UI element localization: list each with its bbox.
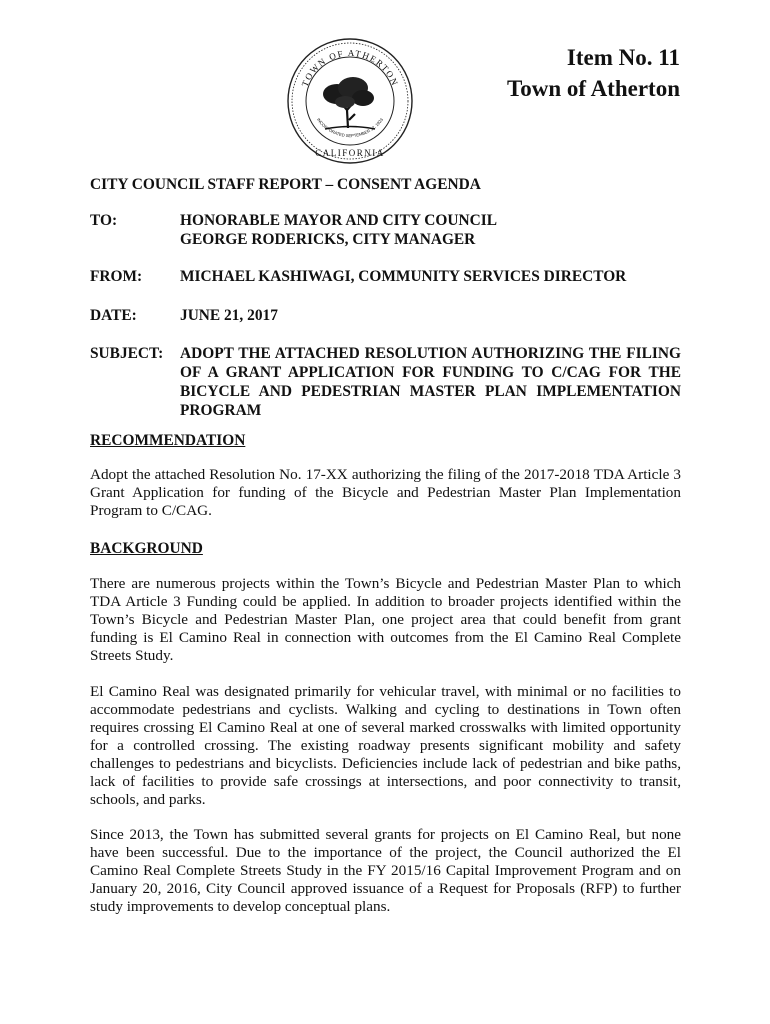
town-name: Town of Atherton xyxy=(507,76,680,101)
background-paragraph: There are numerous projects within the Town’s Bicycle and Pedestrian Master Plan to which TDA Article 3 Funding could be applied. In addition to broader projects identified within the Town’s Bicycle and Pedestrian Master Plan, one project area that could benefit from grant funding is El Camino Real in connection with outcomes from the El Camino Real Complete Streets Study. xyxy=(90,575,681,664)
from-value: MICHAEL KASHIWAGI, COMMUNITY SERVICES DIRECTOR xyxy=(180,268,627,285)
to-label: TO: xyxy=(90,212,118,229)
date-value: JUNE 21, 2017 xyxy=(180,307,278,324)
background-paragraph: Since 2013, the Town has submitted several grants for projects on El Camino Real, but none have been successful. Due to the importance of the project, the Council authorized the El Camino Real Complete Streets Study in the FY 2015/16 Capital Improvement Program and on January 20, 2016, City Council approved issuance of a Request for Proposals (RFP) to further study improvements to develop conceptual plans. xyxy=(90,826,681,915)
seal-bottom-text: CALIFORNIA xyxy=(315,148,385,158)
item-heading xyxy=(507,42,680,104)
subject-value: ADOPT THE ATTACHED RESOLUTION AUTHORIZING THE FILING OF A GRANT APPLICATION FOR FUNDING TO C/CAG FOR THE BICYCLE AND PEDESTRIAN MASTER PLAN IMPLEMENTATION PROGRAM xyxy=(180,345,681,419)
background-paragraph: El Camino Real was designated primarily for vehicular travel, with minimal or no facilities to accommodate pedestrians and cyclists. Walking and cycling to destinations in Town often requires crossing El Camino Real at one of several marked crosswalks with limited opportunity for a controlled crossing. The existing roadway presents significant mobility and safety challenges to pedestrians and bicyclists. Deficiencies include lack of pedestrian and bike paths, lack of facilities to provide safe crossings at intersections, and poor connectivity to transit, schools, and parks. xyxy=(90,683,681,808)
from-label: FROM: xyxy=(90,268,143,285)
item-number: Item No. 11 xyxy=(566,45,680,70)
oak-tree-icon xyxy=(323,77,375,129)
to-line: GEORGE RODERICKS, CITY MANAGER xyxy=(180,231,476,248)
seal-inner-text: INCORPORATED SEPTEMBER 12, 1923 xyxy=(315,117,385,139)
seal-top-text: TOWN OF ATHERTON xyxy=(299,47,401,88)
recommendation-heading: RECOMMENDATION xyxy=(90,432,246,449)
town-seal xyxy=(285,36,415,166)
background-heading: BACKGROUND xyxy=(90,540,203,557)
to-line: HONORABLE MAYOR AND CITY COUNCIL xyxy=(180,212,497,229)
recommendation-paragraph: Adopt the attached Resolution No. 17-XX authorizing the filing of the 2017-2018 TDA Article 3 Grant Application for funding of the Bicycle and Pedestrian Master Plan Implementation Program to C/CAG. xyxy=(90,466,681,519)
subject-label: SUBJECT: xyxy=(90,345,164,362)
to-value xyxy=(180,211,681,249)
report-title: CITY COUNCIL STAFF REPORT – CONSENT AGENDA xyxy=(90,176,481,193)
date-label: DATE: xyxy=(90,307,137,324)
